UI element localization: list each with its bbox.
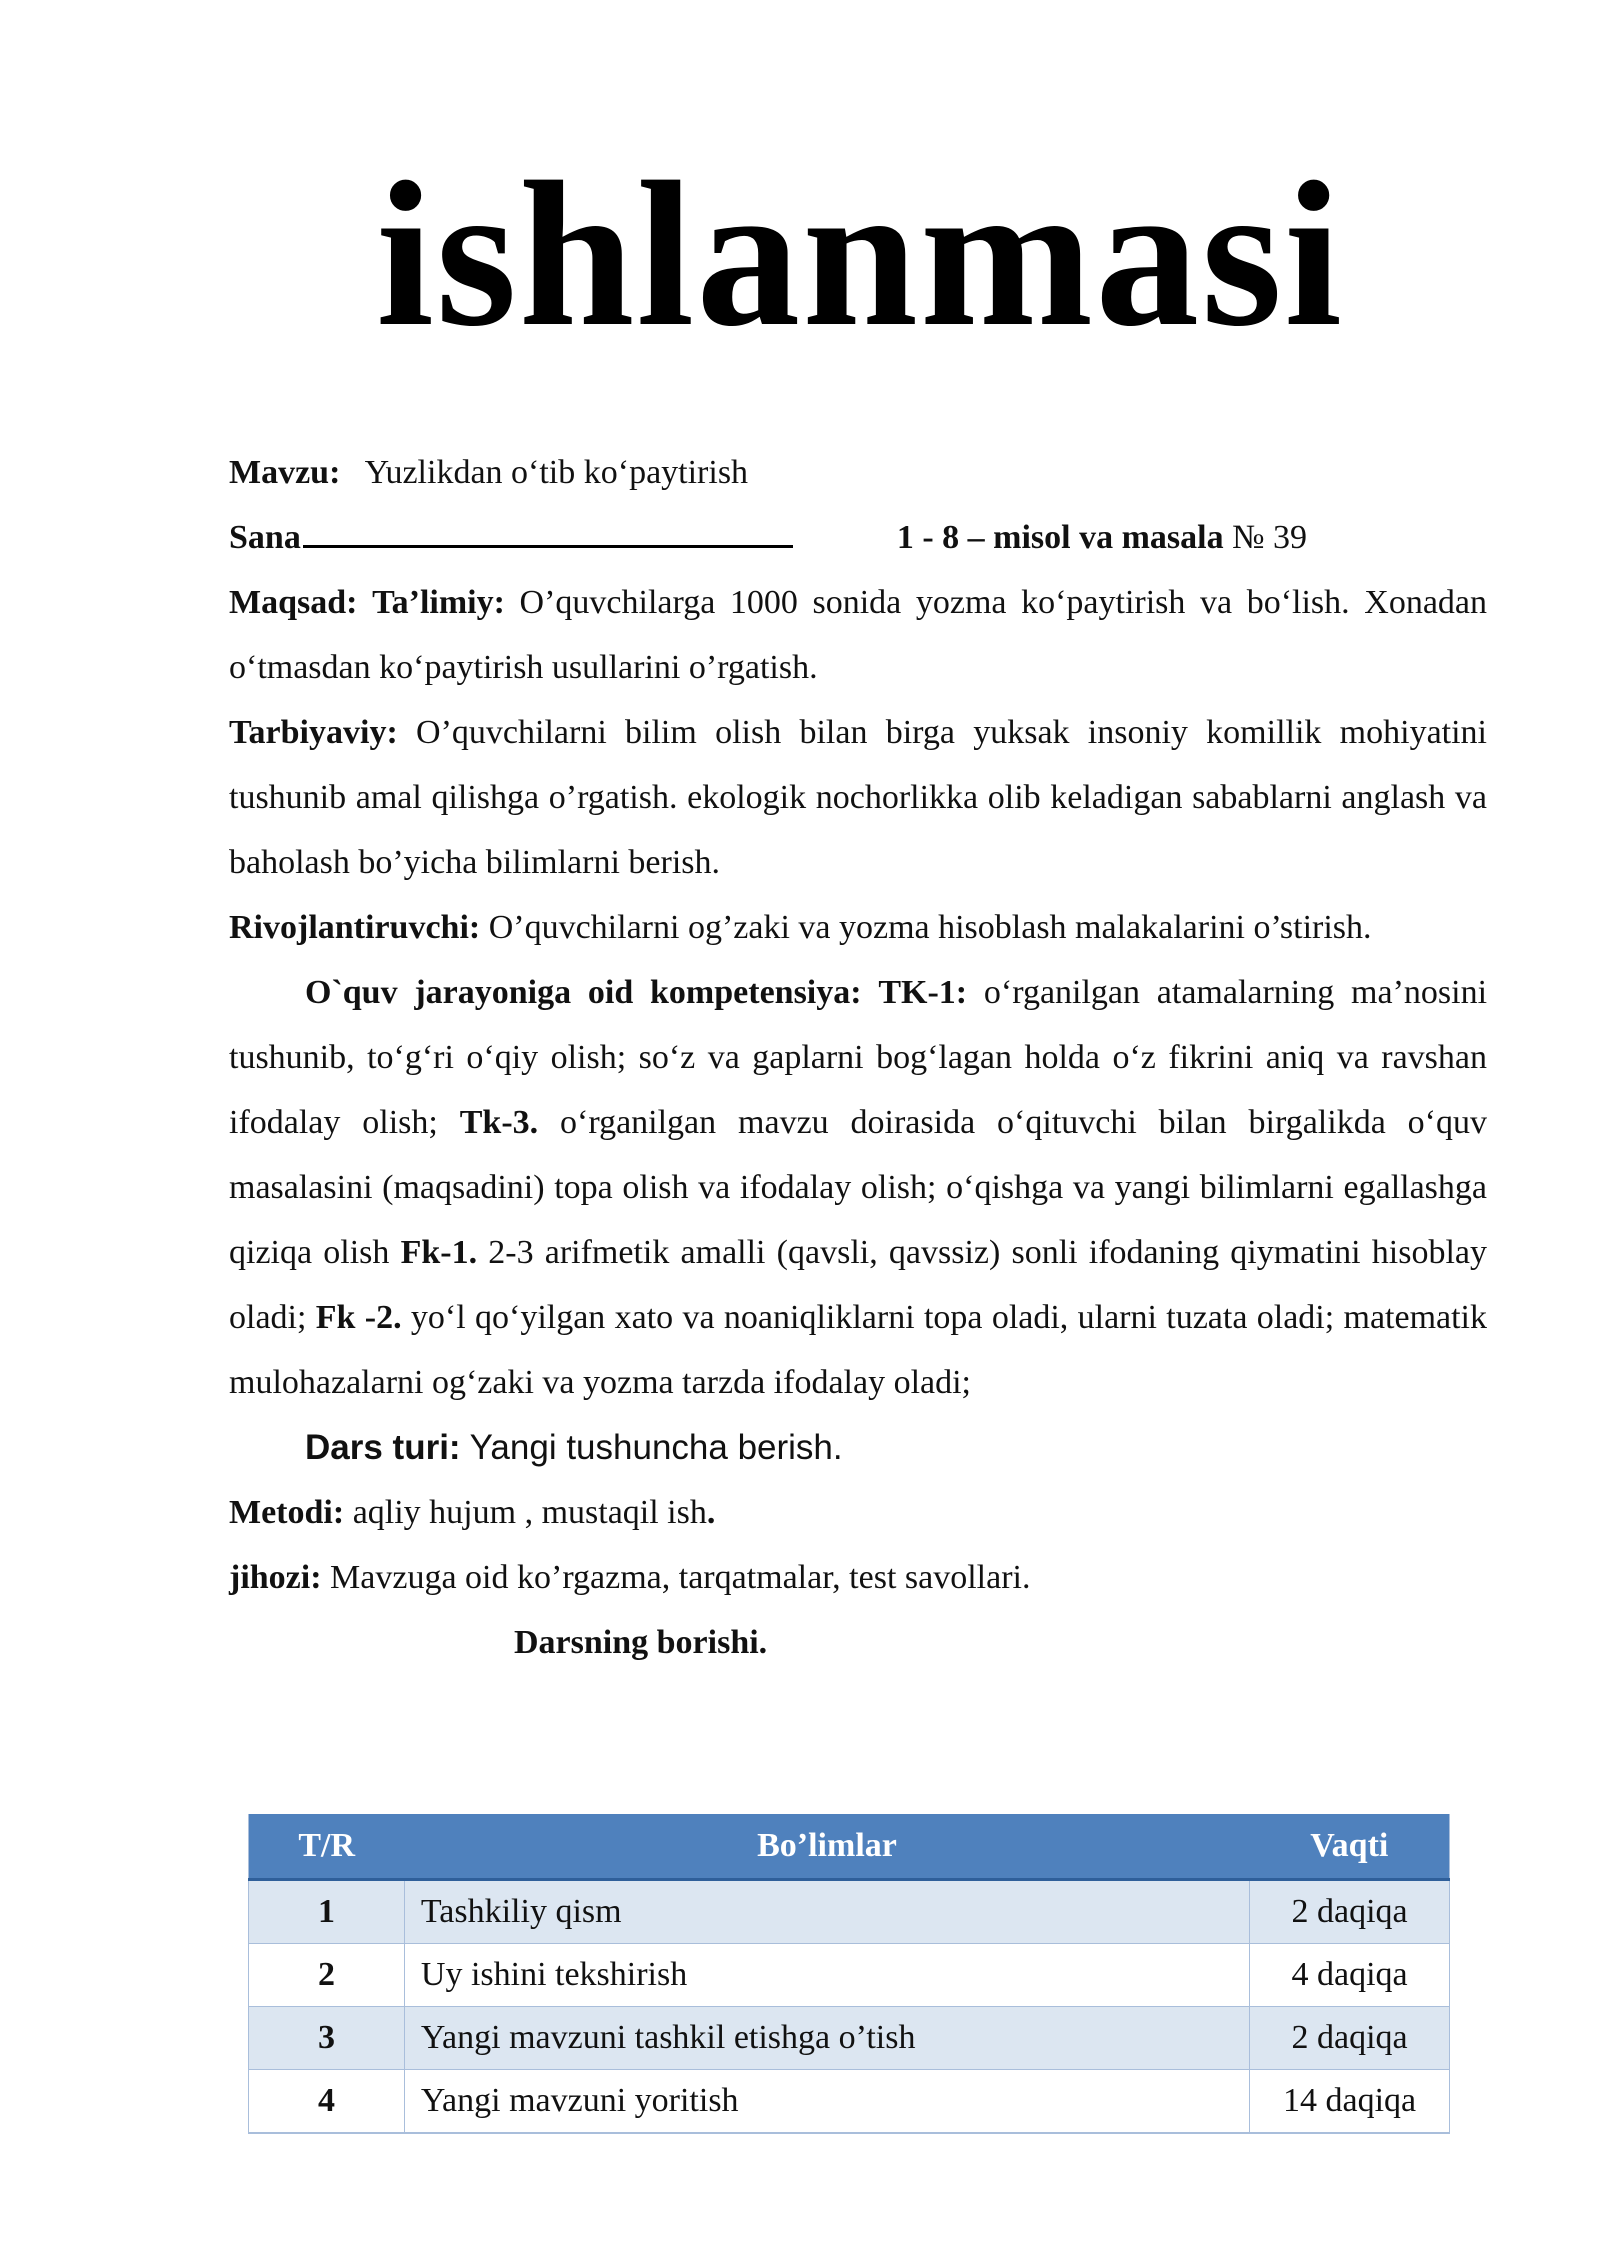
sana-line	[229, 505, 1487, 570]
fk1-label: Fk-1.	[400, 1234, 478, 1271]
table-row	[249, 1944, 1450, 2007]
darsning-borishi-heading: Darsning borishi.	[514, 1624, 768, 1661]
sana-blank	[303, 515, 793, 548]
tk1-text: o‘rganilgan atamalarning ma’nosini tushunib, to‘g‘ri o‘qiy olish; so‘z va gaplarni bog‘lagan holda o‘z fikrini aniq va ravshan ifodalay olish;	[229, 974, 1488, 1141]
row-number: 4	[249, 2070, 405, 2134]
metodi-label: Metodi:	[229, 1494, 345, 1531]
tarbiyaviy-paragraph	[229, 700, 1487, 895]
kompetensiya-paragraph	[229, 960, 1487, 1415]
row-section: Uy ishini tekshirish	[404, 1944, 1249, 2007]
fk1-text: 2-3 arifmetik amalli (qavsli, qavssiz) sonli ifodaning qiymatini hisoblay oladi;	[229, 1234, 1487, 1336]
table-header-row	[249, 1814, 1450, 1880]
row-section: Yangi mavzuni yoritish	[404, 2070, 1249, 2134]
example-ref-bold: 1 - 8 – misol va masala	[896, 519, 1224, 556]
table-row	[249, 1880, 1450, 1944]
mavzu-value: Yuzlikdan o‘tib ko‘paytirish	[364, 454, 749, 491]
tarbiyaviy-label: Tarbiyaviy:	[229, 714, 398, 751]
mavzu-line	[229, 440, 1487, 505]
dars-turi-line	[229, 1415, 1487, 1480]
maqsad-label: Maqsad:	[229, 584, 358, 621]
row-number: 3	[249, 2007, 405, 2070]
jihozi-line	[229, 1545, 1487, 1610]
tk1-label: TK-1:	[878, 974, 968, 1011]
fk2-text: yo‘l qo‘yilgan xato va noaniqliklarni topa oladi, ularni tuzata oladi; matematik mulohazalarni og‘zaki va yozma tarzda ifodalay oladi;	[229, 1299, 1487, 1401]
row-section: Tashkiliy qism	[404, 1880, 1249, 1944]
metodi-value: aqliy hujum , mustaqil ish	[344, 1494, 707, 1531]
tk3-label: Tk-3.	[459, 1104, 539, 1141]
rivojlantiruvchi-label: Rivojlantiruvchi:	[229, 909, 481, 946]
row-time: 2 daqiqa	[1250, 1880, 1450, 1944]
lesson-timeline-table	[248, 1814, 1450, 2134]
row-time: 14 daqiqa	[1250, 2070, 1450, 2134]
row-section: Yangi mavzuni tashkil etishga o’tish	[404, 2007, 1249, 2070]
rivojlantiruvchi-text: O’quvchilarni og’zaki va yozma hisoblash malakalarini o’stirish.	[480, 909, 1372, 946]
kompetensiya-label: O`quv jarayoniga oid kompetensiya:	[305, 974, 862, 1011]
row-time: 2 daqiqa	[1250, 2007, 1450, 2070]
header-bolimlar: Bo’limlar	[404, 1814, 1249, 1880]
header-tr: T/R	[249, 1814, 405, 1880]
dars-turi-label: Dars turi:	[305, 1428, 461, 1467]
row-number: 2	[249, 1944, 405, 2007]
jihozi-value: Mavzuga oid ko’rgazma, tarqatmalar, test savollari.	[321, 1559, 1031, 1596]
fk2-label: Fk -2.	[315, 1299, 402, 1336]
example-ref-number: № 39	[1232, 519, 1308, 556]
table-row	[249, 2007, 1450, 2070]
dars-turi-value: Yangi tushuncha berish.	[460, 1428, 843, 1467]
metodi-dot: .	[706, 1494, 716, 1531]
maqsad-text: O’quvchilarga 1000 sonida yozma ko‘paytirish va bo‘lish. Xonadan o‘tmasdan ko‘paytirish usullarini o’rgatish.	[229, 584, 1487, 686]
sana-label: Sana	[229, 519, 301, 556]
talimiy-label: Ta’limiy:	[372, 584, 505, 621]
maqsad-paragraph	[229, 570, 1487, 700]
tarbiyaviy-text: O’quvchilarni bilim olish bilan birga yuksak insoniy komillik mohiyatini tushunib amal qilishga o’rgatish. ekologik nochorlikka olib keladigan sabablarni anglash va baholash bo’yicha bilimlarni berish.	[229, 714, 1487, 881]
row-number: 1	[249, 1880, 405, 1944]
row-time: 4 daqiqa	[1250, 1944, 1450, 2007]
rivojlantiruvchi-paragraph	[229, 895, 1487, 960]
metodi-line	[229, 1480, 1487, 1545]
table-row	[249, 2070, 1450, 2134]
document-title: ishlanmasi	[376, 139, 1344, 369]
tk3-text: o‘rganilgan mavzu doirasida o‘qituvchi bilan birgalikda o‘quv masalasini (maqsadini) topa olish va ifodalay olish; o‘qishga va yangi bilimlarni egallashga qiziqa olish	[229, 1104, 1487, 1271]
example-ref	[897, 505, 1307, 570]
mavzu-label: Mavzu:	[229, 454, 341, 491]
jihozi-label: jihozi:	[229, 1559, 322, 1596]
lesson-plan-body	[229, 440, 1487, 1675]
header-vaqti: Vaqti	[1250, 1814, 1450, 1880]
